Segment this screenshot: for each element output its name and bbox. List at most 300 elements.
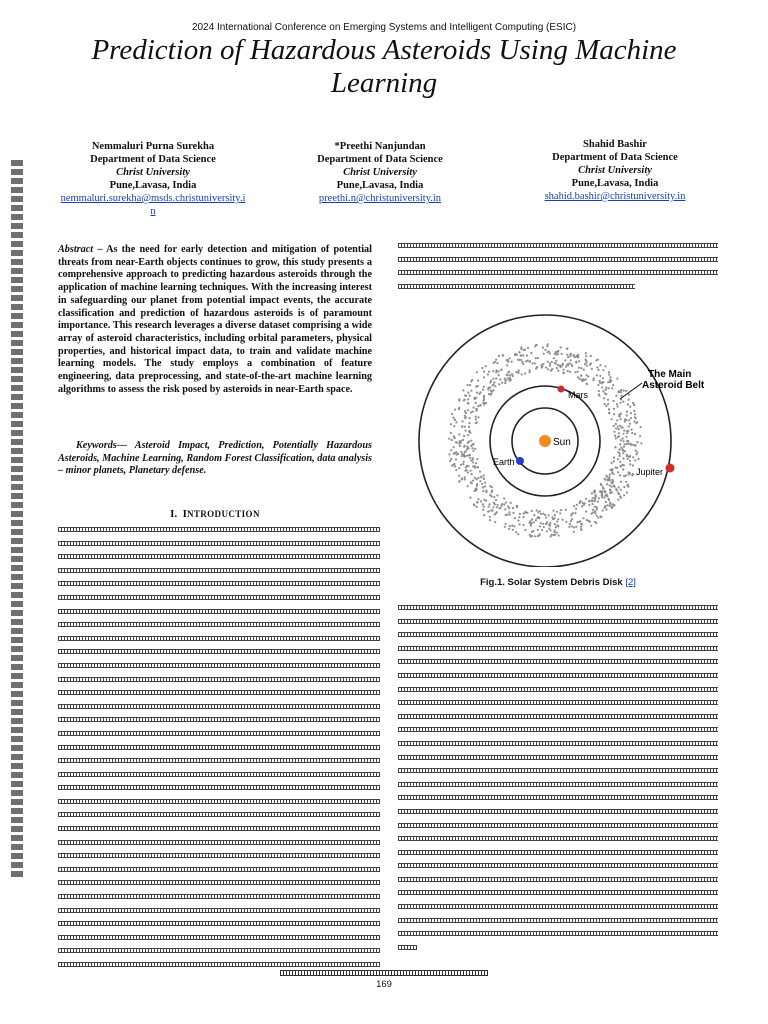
asteroid-dot xyxy=(619,448,621,450)
asteroid-dot xyxy=(615,428,617,430)
asteroid-dot xyxy=(627,458,629,460)
side-identifier-strip xyxy=(11,160,23,880)
asteroid-dot xyxy=(508,378,510,380)
asteroid-dot xyxy=(503,503,505,505)
asteroid-dot xyxy=(485,491,487,493)
asteroid-dot xyxy=(463,455,465,457)
asteroid-dot xyxy=(628,425,630,427)
asteroid-dot xyxy=(557,364,559,366)
asteroid-dot xyxy=(452,417,454,419)
asteroid-dot xyxy=(579,502,581,504)
asteroid-dot xyxy=(577,371,579,373)
asteroid-dot xyxy=(591,492,593,494)
asteroid-dot xyxy=(518,369,520,371)
author-department: Department of Data Science xyxy=(552,152,678,163)
asteroid-dot xyxy=(604,491,606,493)
asteroid-dot xyxy=(451,439,453,441)
text-line xyxy=(398,632,718,637)
asteroid-dot xyxy=(554,534,556,536)
asteroid-dot xyxy=(565,509,567,511)
asteroid-dot xyxy=(490,390,492,392)
asteroid-belt-label-hidden: The Main Asteroid Belt xyxy=(398,305,408,306)
asteroid-dot xyxy=(569,523,571,525)
text-line xyxy=(58,962,380,967)
asteroid-dot xyxy=(549,362,551,364)
asteroid-dot xyxy=(565,366,567,368)
asteroid-dot xyxy=(538,517,540,519)
asteroid-dot xyxy=(614,486,616,488)
author-university: Christ University xyxy=(116,167,190,178)
asteroid-dot xyxy=(566,347,568,349)
asteroid-dot xyxy=(550,529,552,531)
asteroid-dot xyxy=(522,354,524,356)
asteroid-dot xyxy=(575,526,577,528)
asteroid-dot xyxy=(564,359,566,361)
asteroid-dot xyxy=(454,465,456,467)
asteroid-dot xyxy=(455,458,457,460)
asteroid-dot xyxy=(471,473,473,475)
asteroid-dot xyxy=(485,402,487,404)
asteroid-dot xyxy=(505,379,507,381)
asteroid-dot xyxy=(587,376,589,378)
asteroid-dot xyxy=(542,347,544,349)
asteroid-dot xyxy=(547,343,549,345)
asteroid-dot xyxy=(463,435,465,437)
asteroid-dot xyxy=(607,479,609,481)
text-line xyxy=(58,948,380,953)
asteroid-dot xyxy=(585,383,587,385)
asteroid-dot xyxy=(544,514,546,516)
asteroid-dot xyxy=(609,379,611,381)
asteroid-dot xyxy=(467,434,469,436)
asteroid-dot xyxy=(626,440,628,442)
author-name: Shahid Bashir xyxy=(583,139,647,150)
asteroid-dot xyxy=(605,508,607,510)
asteroid-dot xyxy=(553,357,555,359)
asteroid-dot xyxy=(462,463,464,465)
asteroid-dot xyxy=(622,440,624,442)
text-line xyxy=(58,826,380,831)
asteroid-dot xyxy=(516,506,518,508)
asteroid-dot xyxy=(467,409,469,411)
asteroid-dot xyxy=(570,359,572,361)
asteroid-dot xyxy=(461,455,463,457)
section-title-rest: NTRODUCTION xyxy=(186,509,260,519)
asteroid-dot xyxy=(604,392,606,394)
asteroid-dot xyxy=(611,479,613,481)
right-column-text-top xyxy=(398,243,718,297)
asteroid-dot xyxy=(458,433,460,435)
asteroid-dot xyxy=(589,521,591,523)
asteroid-dot xyxy=(607,387,609,389)
asteroid-dot xyxy=(483,395,485,397)
asteroid-dot xyxy=(632,444,634,446)
asteroid-dot xyxy=(607,381,609,383)
asteroid-dot xyxy=(484,485,486,487)
asteroid-dot xyxy=(472,461,474,463)
asteroid-dot xyxy=(481,367,483,369)
asteroid-dot xyxy=(597,384,599,386)
asteroid-dot xyxy=(620,395,622,397)
asteroid-dot xyxy=(560,509,562,511)
asteroid-dot xyxy=(623,390,625,392)
text-line xyxy=(58,690,380,695)
asteroid-dot xyxy=(519,513,521,515)
asteroid-dot xyxy=(453,436,455,438)
asteroid-dot xyxy=(542,523,544,525)
asteroid-dot xyxy=(477,405,479,407)
asteroid-dot xyxy=(632,473,634,475)
asteroid-dot xyxy=(585,355,587,357)
asteroid-dot xyxy=(620,439,622,441)
section-number: I. xyxy=(170,508,178,520)
asteroid-dot xyxy=(613,400,615,402)
asteroid-dot xyxy=(634,459,636,461)
asteroid-dot xyxy=(606,476,608,478)
asteroid-dot xyxy=(512,375,514,377)
text-line xyxy=(58,853,380,858)
asteroid-dot xyxy=(580,375,582,377)
author-email-link[interactable]: shahid.bashir@christuniversity.in xyxy=(544,191,686,202)
asteroid-dot xyxy=(453,425,455,427)
asteroid-dot xyxy=(574,371,576,373)
asteroid-dot xyxy=(459,445,461,447)
asteroid-dot xyxy=(504,508,506,510)
asteroid-dot xyxy=(594,512,596,514)
asteroid-dot xyxy=(461,425,463,427)
asteroid-dot xyxy=(466,448,468,450)
asteroid-dot xyxy=(496,362,498,364)
asteroid-dot xyxy=(477,416,479,418)
asteroid-dot xyxy=(555,526,557,528)
asteroid-dot xyxy=(609,469,611,471)
asteroid-dot xyxy=(531,518,533,520)
text-line xyxy=(58,717,380,722)
asteroid-dot xyxy=(616,378,618,380)
asteroid-dot xyxy=(560,365,562,367)
asteroid-dot xyxy=(540,513,542,515)
asteroid-dot xyxy=(588,500,590,502)
asteroid-dot xyxy=(483,399,485,401)
asteroid-dot xyxy=(505,501,507,503)
abstract xyxy=(58,244,372,396)
asteroid-dot xyxy=(634,444,636,446)
asteroid-dot xyxy=(627,486,629,488)
asteroid-dot xyxy=(618,432,620,434)
asteroid-dot xyxy=(508,507,510,509)
asteroid-dot xyxy=(550,535,552,537)
asteroid-dot xyxy=(625,390,627,392)
asteroid-dot xyxy=(509,357,511,359)
asteroid-dot xyxy=(570,520,572,522)
asteroid-dot xyxy=(464,478,466,480)
text-line xyxy=(58,880,380,885)
asteroid-dot xyxy=(619,402,621,404)
asteroid-dot xyxy=(544,349,546,351)
asteroid-dot xyxy=(493,502,495,504)
asteroid-dot xyxy=(546,530,548,532)
asteroid-dot xyxy=(460,464,462,466)
asteroid-dot xyxy=(493,381,495,383)
text-line xyxy=(58,527,380,532)
figure-caption-text: Fig.1. Solar System Debris Disk xyxy=(480,577,623,588)
asteroid-dot xyxy=(622,468,624,470)
asteroid-dot xyxy=(611,507,613,509)
asteroid-dot xyxy=(591,503,593,505)
asteroid-dot xyxy=(619,443,621,445)
asteroid-dot xyxy=(557,370,559,372)
asteroid-dot xyxy=(495,359,497,361)
asteroid-dot xyxy=(573,505,575,507)
asteroid-dot xyxy=(574,512,576,514)
asteroid-dot xyxy=(506,364,508,366)
asteroid-dot xyxy=(611,486,613,488)
earth-icon xyxy=(516,457,524,465)
asteroid-dot xyxy=(629,406,631,408)
asteroid-dot xyxy=(520,359,522,361)
asteroid-dot xyxy=(467,465,469,467)
asteroid-dot xyxy=(545,366,547,368)
asteroid-dot xyxy=(522,524,524,526)
asteroid-dot xyxy=(608,371,610,373)
asteroid-dot xyxy=(467,392,469,394)
asteroid-dot xyxy=(465,455,467,457)
asteroid-dot xyxy=(460,451,462,453)
asteroid-dot xyxy=(509,514,511,516)
text-line xyxy=(58,704,380,709)
asteroid-dot xyxy=(618,493,620,495)
asteroid-dot xyxy=(555,351,557,353)
asteroid-dot xyxy=(595,495,597,497)
asteroid-dot xyxy=(549,524,551,526)
asteroid-dot xyxy=(623,433,625,435)
asteroid-dot xyxy=(605,501,607,503)
asteroid-dot xyxy=(506,514,508,516)
asteroid-dot xyxy=(547,361,549,363)
asteroid-dot xyxy=(635,422,637,424)
asteroid-dot xyxy=(618,428,620,430)
asteroid-dot xyxy=(596,515,598,517)
text-line xyxy=(58,554,380,559)
text-line xyxy=(398,863,718,868)
asteroid-dot xyxy=(467,471,469,473)
author-block-1 xyxy=(60,140,246,218)
text-line xyxy=(398,605,718,610)
sun-label: Sun xyxy=(553,437,571,448)
asteroid-dot xyxy=(518,516,520,518)
asteroid-dot xyxy=(453,446,455,448)
asteroid-dot xyxy=(584,363,586,365)
asteroid-dot xyxy=(631,429,633,431)
asteroid-dot xyxy=(608,499,610,501)
asteroid-dot xyxy=(608,374,610,376)
text-line xyxy=(58,595,380,600)
asteroid-dot xyxy=(633,421,635,423)
asteroid-dot xyxy=(603,488,605,490)
asteroid-dot xyxy=(605,389,607,391)
asteroid-dot xyxy=(629,423,631,425)
asteroid-dot xyxy=(570,353,572,355)
asteroid-dot xyxy=(497,504,499,506)
asteroid-dot xyxy=(624,450,626,452)
asteroid-dot xyxy=(543,353,545,355)
text-line xyxy=(398,795,718,800)
asteroid-dot xyxy=(498,374,500,376)
asteroid-dot xyxy=(600,516,602,518)
asteroid-dot xyxy=(596,374,598,376)
asteroid-dot xyxy=(624,443,626,445)
right-column-text-bottom xyxy=(398,605,718,958)
asteroid-dot xyxy=(618,391,620,393)
author-city: Pune,Lavasa, India xyxy=(336,180,424,191)
asteroid-dot xyxy=(503,497,505,499)
asteroid-dot xyxy=(614,435,616,437)
mars-label: Mars xyxy=(568,390,588,400)
asteroid-dot xyxy=(571,518,573,520)
asteroid-dot xyxy=(556,511,558,513)
asteroid-dot xyxy=(619,425,621,427)
asteroid-dot xyxy=(628,399,630,401)
author-email-link[interactable]: nemmaluri.surekha@msds.christuniversity.in xyxy=(60,193,246,217)
asteroid-dot xyxy=(554,362,556,364)
text-line xyxy=(398,687,718,692)
sun-icon xyxy=(539,435,551,447)
asteroid-dot xyxy=(619,461,621,463)
asteroid-dot xyxy=(527,359,529,361)
asteroid-dot xyxy=(588,504,590,506)
asteroid-dot xyxy=(565,521,567,523)
asteroid-dot xyxy=(561,519,563,521)
asteroid-dot xyxy=(473,397,475,399)
asteroid-dot xyxy=(492,506,494,508)
text-line xyxy=(398,809,718,814)
asteroid-dot xyxy=(622,437,624,439)
asteroid-dot xyxy=(611,418,613,420)
asteroid-dot xyxy=(511,361,513,363)
asteroid-dot xyxy=(556,367,558,369)
solar-system-figure xyxy=(398,305,718,567)
asteroid-dot xyxy=(594,510,596,512)
asteroid-dot xyxy=(512,529,514,531)
asteroid-dot xyxy=(609,484,611,486)
asteroid-dot xyxy=(517,372,519,374)
asteroid-dot xyxy=(560,346,562,348)
asteroid-dot xyxy=(526,512,528,514)
asteroid-dot xyxy=(480,476,482,478)
asteroid-dot xyxy=(450,432,452,434)
text-line xyxy=(58,935,380,940)
asteroid-dot xyxy=(474,477,476,479)
asteroid-dot xyxy=(619,465,621,467)
asteroid-dot xyxy=(616,403,618,405)
asteroid-dot xyxy=(458,481,460,483)
asteroid-dot xyxy=(623,464,625,466)
asteroid-dot xyxy=(476,506,478,508)
asteroid-dot xyxy=(448,438,450,440)
asteroid-dot xyxy=(493,496,495,498)
text-line xyxy=(58,541,380,546)
asteroid-dot xyxy=(485,365,487,367)
asteroid-dot xyxy=(605,405,607,407)
figure-reference-link[interactable]: [2] xyxy=(625,577,636,588)
asteroid-dot xyxy=(552,518,554,520)
asteroid-dot xyxy=(467,398,469,400)
asteroid-dot xyxy=(542,363,544,365)
asteroid-dot xyxy=(521,373,523,375)
asteroid-dot xyxy=(458,398,460,400)
asteroid-dot xyxy=(496,494,498,496)
asteroid-dot xyxy=(483,386,485,388)
asteroid-dot xyxy=(469,497,471,499)
asteroid-dot xyxy=(451,413,453,415)
asteroid-dot xyxy=(546,521,548,523)
asteroid-dot xyxy=(475,402,477,404)
asteroid-dot xyxy=(622,452,624,454)
asteroid-dot xyxy=(491,510,493,512)
asteroid-dot xyxy=(620,446,622,448)
asteroid-dot xyxy=(541,365,543,367)
asteroid-dot xyxy=(557,534,559,536)
asteroid-dot xyxy=(448,453,450,455)
asteroid-dot xyxy=(539,510,541,512)
asteroid-belt-label-line1: The Main xyxy=(648,369,692,380)
asteroid-dot xyxy=(528,369,530,371)
asteroid-dot xyxy=(563,369,565,371)
asteroid-dot xyxy=(623,446,625,448)
asteroid-dot xyxy=(454,419,456,421)
text-line xyxy=(398,727,718,732)
jupiter-label: Jupiter xyxy=(636,467,664,477)
asteroid-dot xyxy=(620,481,622,483)
asteroid-dot xyxy=(598,390,600,392)
author-block-3 xyxy=(520,138,710,203)
text-line xyxy=(398,270,718,275)
asteroid-dot xyxy=(531,510,533,512)
asteroid-dot xyxy=(476,483,478,485)
asteroid-dot xyxy=(602,509,604,511)
asteroid-dot xyxy=(594,506,596,508)
asteroid-dot xyxy=(622,458,624,460)
asteroid-dot xyxy=(557,350,559,352)
asteroid-dot xyxy=(581,523,583,525)
figure-caption xyxy=(398,577,718,588)
asteroid-dot xyxy=(608,412,610,414)
asteroid-dot xyxy=(603,397,605,399)
author-email-link[interactable]: preethi.n@christuniversity.in xyxy=(318,193,442,204)
text-line xyxy=(58,840,380,845)
asteroid-dot xyxy=(626,491,628,493)
asteroid-dot xyxy=(611,462,613,464)
asteroid-dot xyxy=(464,426,466,428)
asteroid-dot xyxy=(577,354,579,356)
text-line xyxy=(398,243,718,248)
asteroid-dot xyxy=(464,470,466,472)
asteroid-dot xyxy=(585,498,587,500)
asteroid-dot xyxy=(461,477,463,479)
text-line xyxy=(58,785,380,790)
asteroid-dot xyxy=(489,494,491,496)
asteroid-dot xyxy=(626,411,628,413)
asteroid-dot xyxy=(478,393,480,395)
author-university: Christ University xyxy=(578,165,652,176)
asteroid-dot xyxy=(610,503,612,505)
asteroid-dot xyxy=(603,403,605,405)
author-department: Department of Data Science xyxy=(90,154,216,165)
text-line xyxy=(58,921,380,926)
asteroid-dot xyxy=(596,366,598,368)
asteroid-dot xyxy=(529,361,531,363)
asteroid-dot xyxy=(609,490,611,492)
